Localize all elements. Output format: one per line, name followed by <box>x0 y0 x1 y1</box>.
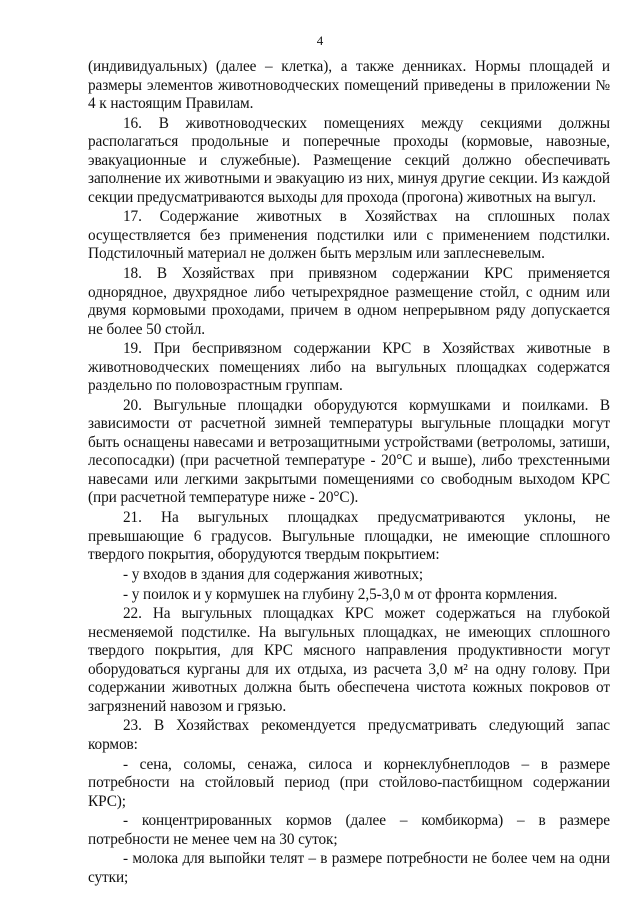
list-item: - молока для выпойки телят – в размере потребности не более чем на одни сутки; <box>88 850 610 886</box>
paragraph-21: 21. На выгульных площадках предусматриваются уклоны, не превышающие 6 градусов. Выгульные площадки, не имеющие сплошного твердого покрытия, оборудуются твердым покрытием: <box>88 509 610 564</box>
paragraph-22: 22. На выгульных площадках КРС может содержаться на глубокой несменяемой подстилке. На выгульных площадках, не имеющих сплошного твердого покрытия, для КРС мясного направления продуктивности могут оборудоваться курганы для их отдыха, из расчета 3,0 м² на одну голову. При содержании животных должна быть обеспечена чистота кожных покровов от загрязнений навозом и грязью. <box>88 605 610 715</box>
list-item: - сена, соломы, сенажа, силоса и корнеклубнеплодов – в размере потребности на стойловый период (при стойлово-пастбищном содержании КРС); <box>88 755 610 810</box>
paragraph-23: 23. В Хозяйствах рекомендуется предусматривать следующий запас кормов: <box>88 717 610 753</box>
document-body <box>88 58 610 889</box>
paragraph-16: 16. В животноводческих помещениях между секциями должны располагаться продольные и поперечные проходы (кормовые, навозные, эвакуационные и служебные). Размещение секций должно обеспечивать заполнение их животными и эвакуацию из них, минуя другие секции. Из каждой секции предусматриваются выходы для прохода (прогона) животных на выгул. <box>88 114 610 206</box>
paragraph-continuation: (индивидуальных) (далее – клетка), а также денниках. Нормы площадей и размеры элементов животноводческих помещений приведены в приложении № 4 к настоящим Правилам. <box>88 58 610 112</box>
page-number: 4 <box>316 33 324 48</box>
paragraph-17: 17. Содержание животных в Хозяйствах на сплошных полах осуществляется без применения подстилки или с применением подстилки. Подстилочный материал не должен быть мерзлым или заплесневелым. <box>88 208 610 263</box>
list-item: - у поилок и у кормушек на глубину 2,5-3,0 м от фронта кормления. <box>123 585 558 603</box>
paragraph-18: 18. В Хозяйствах при привязном содержании КРС применяется однорядное, двухрядное либо четырехрядное размещение стойл, с одним или двумя кормовыми проходами, причем в одном непрерывном ряду допускается не более 50 стойл. <box>88 265 610 338</box>
paragraph-19: 19. При беспривязном содержании КРС в Хозяйствах животные в животноводческих помещениях либо на выгульных площадках содержатся раздельно по половозрастным группам. <box>88 340 610 395</box>
list-item: - концентрированных кормов (далее – комбикорма) – в размере потребности не менее чем на 30 суток; <box>88 812 610 848</box>
paragraph-20: 20. Выгульные площадки оборудуются кормушками и поилками. В зависимости от расчетной зимней температуры выгульные площадки могут быть оснащены навесами и ветрозащитными устройствами (ветроломы, затиши, лесопосадки) (при расчетной температуре - 20°С и выше), либо трехстенными навесами или легкими закрытыми помещениями со свободным выходом КРС (при расчетной температуре ниже - 20°С). <box>88 396 610 507</box>
list-item: - у входов в здания для содержания животных; <box>123 565 424 583</box>
